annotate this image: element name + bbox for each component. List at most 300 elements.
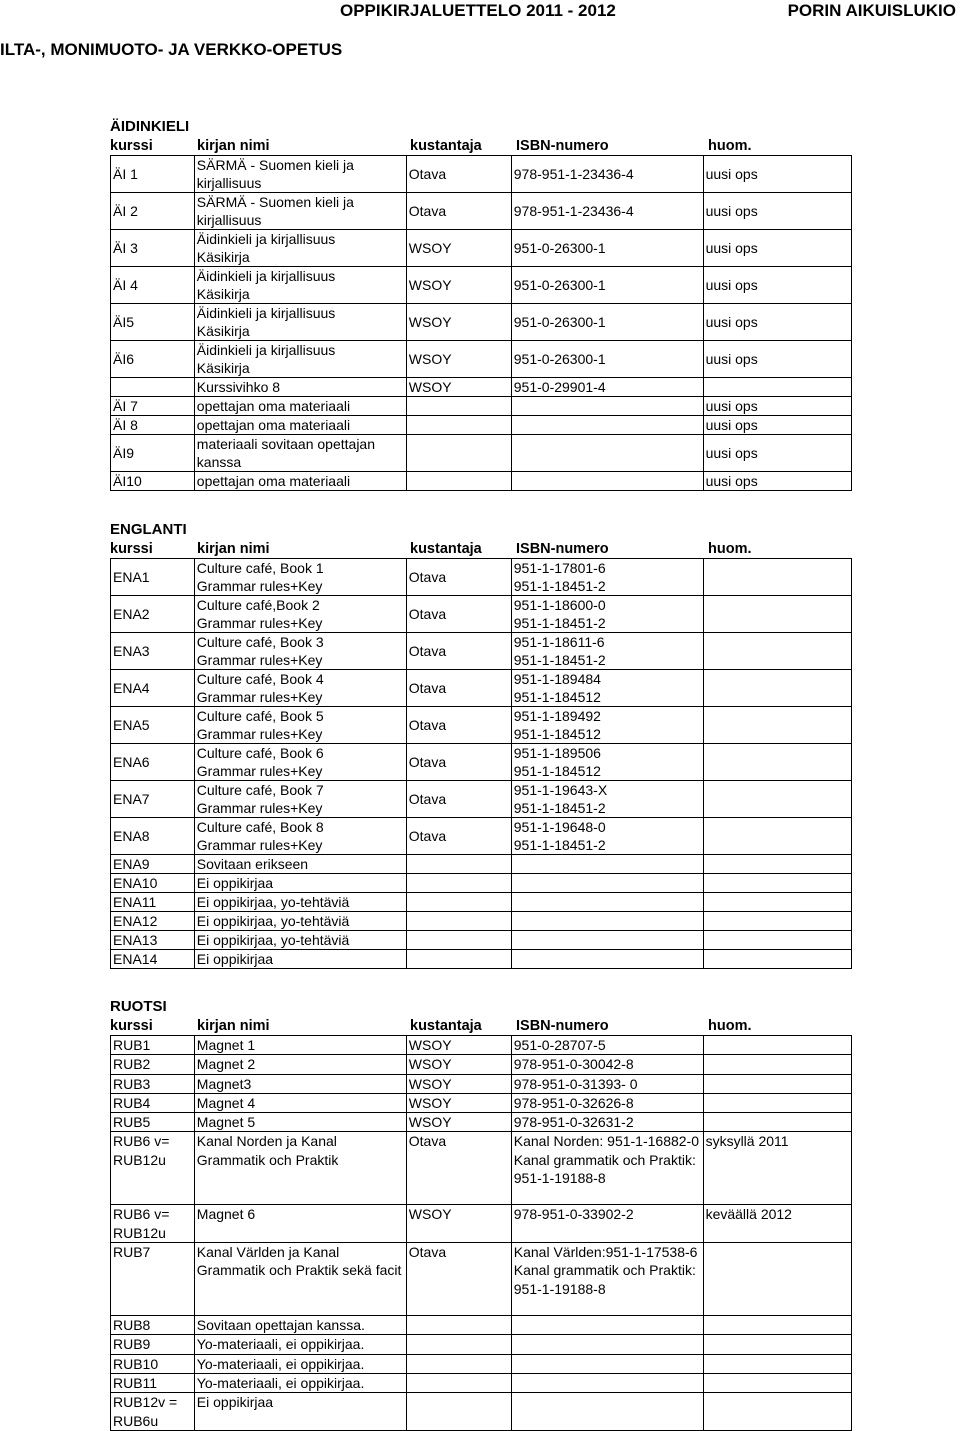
table-row xyxy=(111,950,852,969)
cell-isbn xyxy=(511,744,703,781)
cell-isbn xyxy=(511,893,703,912)
cell-publisher xyxy=(406,781,511,818)
cell-book xyxy=(194,1335,406,1354)
book-name: Grammar rules+Key xyxy=(196,763,323,779)
cell-course xyxy=(111,931,195,950)
book-name: Käsikirja xyxy=(196,249,250,265)
cell-note xyxy=(703,1393,851,1431)
note-text: uusi ops xyxy=(705,417,758,433)
cell-note xyxy=(703,1132,851,1205)
note-text: uusi ops xyxy=(705,203,758,219)
publisher-name: Otava xyxy=(408,1133,447,1150)
table-row xyxy=(111,874,852,893)
cell-isbn xyxy=(511,156,703,193)
isbn-number: 978-951-1-23436-4 xyxy=(513,166,634,182)
course-code: ENA1 xyxy=(113,569,150,585)
book-name: Käsikirja xyxy=(196,323,250,339)
table-row xyxy=(111,1243,852,1316)
table-row xyxy=(111,1132,852,1205)
cell-publisher xyxy=(406,744,511,781)
cell-course xyxy=(111,670,195,707)
publisher-name: WSOY xyxy=(408,379,452,395)
cell-isbn xyxy=(511,193,703,230)
cell-course xyxy=(111,472,195,491)
column-header-row xyxy=(110,540,852,558)
isbn-number: 951-0-26300-1 xyxy=(513,351,606,367)
book-table xyxy=(110,558,852,969)
cell-book xyxy=(194,931,406,950)
isbn-number: 951-1-18451-2 xyxy=(513,615,606,631)
course-code: ÄI 1 xyxy=(113,166,138,182)
course-code: RUB6 v= RUB12u xyxy=(113,1206,170,1241)
course-code: RUB6 v= RUB12u xyxy=(113,1133,170,1168)
cell-book xyxy=(194,1243,406,1316)
cell-course xyxy=(111,1074,195,1093)
isbn-number: 951-1-184512 xyxy=(513,763,601,779)
publisher-name: WSOY xyxy=(408,351,452,367)
isbn-number: 978-951-1-23436-4 xyxy=(513,203,634,219)
cell-course xyxy=(111,435,195,472)
cell-publisher xyxy=(406,707,511,744)
table-row xyxy=(111,1335,852,1354)
column-header-publisher: kustantaja xyxy=(410,138,482,154)
note-text: uusi ops xyxy=(705,445,758,461)
course-code: ÄI9 xyxy=(113,445,135,461)
cell-course xyxy=(111,1243,195,1316)
cell-isbn xyxy=(511,707,703,744)
note-text: uusi ops xyxy=(705,351,758,367)
book-name: Magnet 5 xyxy=(196,1114,256,1131)
cell-note xyxy=(703,855,851,874)
cell-isbn xyxy=(511,472,703,491)
course-code: RUB12v = RUB6u xyxy=(113,1394,178,1429)
cell-note xyxy=(703,707,851,744)
isbn-number: 951-1-17801-6 xyxy=(513,560,606,576)
cell-publisher xyxy=(406,1316,511,1335)
isbn-number: 951-1-18600-0 xyxy=(513,597,606,613)
cell-course xyxy=(111,781,195,818)
cell-note xyxy=(703,156,851,193)
isbn-number: 951-1-189492 xyxy=(513,708,601,724)
cell-isbn xyxy=(511,1335,703,1354)
book-name: Culture café,Book 2 xyxy=(196,597,320,613)
section-title: RUOTSI xyxy=(110,998,167,1015)
isbn-number: 951-0-26300-1 xyxy=(513,314,606,330)
cell-isbn xyxy=(511,559,703,596)
course-code: ÄI 3 xyxy=(113,240,138,256)
table-row xyxy=(111,670,852,707)
course-code: ÄI6 xyxy=(113,351,135,367)
cell-book xyxy=(194,156,406,193)
cell-publisher xyxy=(406,855,511,874)
book-name: Grammar rules+Key xyxy=(196,726,323,742)
cell-course xyxy=(111,1316,195,1335)
course-code: ÄI 7 xyxy=(113,398,138,414)
publisher-name: WSOY xyxy=(408,1114,452,1131)
note-text: uusi ops xyxy=(705,166,758,182)
isbn-number: 951-1-19643-X xyxy=(513,782,608,798)
cell-publisher xyxy=(406,912,511,931)
cell-note xyxy=(703,912,851,931)
cell-course xyxy=(111,1055,195,1074)
course-code: ENA10 xyxy=(113,875,158,891)
table-row xyxy=(111,912,852,931)
table-row xyxy=(111,193,852,230)
cell-isbn xyxy=(511,397,703,416)
cell-note xyxy=(703,1335,851,1354)
cell-publisher xyxy=(406,1373,511,1392)
cell-book xyxy=(194,633,406,670)
cell-isbn xyxy=(511,435,703,472)
table-row xyxy=(111,1373,852,1392)
cell-publisher xyxy=(406,670,511,707)
cell-publisher xyxy=(406,931,511,950)
section-englanti xyxy=(110,520,852,969)
cell-note xyxy=(703,596,851,633)
course-code: ÄI 2 xyxy=(113,203,138,219)
cell-course xyxy=(111,912,195,931)
table-row xyxy=(111,707,852,744)
cell-note xyxy=(703,397,851,416)
note-text: uusi ops xyxy=(705,398,758,414)
cell-isbn xyxy=(511,1132,703,1205)
cell-isbn xyxy=(511,230,703,267)
cell-note xyxy=(703,670,851,707)
note-text: syksyllä 2011 xyxy=(705,1133,789,1150)
cell-course xyxy=(111,950,195,969)
isbn-number: 951-0-28707-5 xyxy=(513,1037,606,1053)
note-text: uusi ops xyxy=(705,277,758,293)
cell-publisher xyxy=(406,1093,511,1112)
cell-book xyxy=(194,950,406,969)
cell-course xyxy=(111,855,195,874)
isbn-number: 978-951-0-31393- 0 xyxy=(513,1075,638,1092)
column-header-note: huom. xyxy=(708,541,752,557)
cell-note xyxy=(703,874,851,893)
note-text: uusi ops xyxy=(705,314,758,330)
section-title: ENGLANTI xyxy=(110,521,187,538)
cell-book xyxy=(194,341,406,378)
cell-course xyxy=(111,744,195,781)
book-name: kanssa xyxy=(196,454,242,470)
cell-book xyxy=(194,1393,406,1431)
cell-note xyxy=(703,416,851,435)
cell-publisher xyxy=(406,1036,511,1055)
isbn-number: Kanal Världen:951-1-17538-6 Kanal grammatik och Praktik: 951-1-19188-8 xyxy=(513,1244,698,1297)
cell-note xyxy=(703,1036,851,1055)
cell-course xyxy=(111,304,195,341)
course-code: RUB8 xyxy=(113,1317,151,1334)
cell-note xyxy=(703,304,851,341)
organization-name: PORIN AIKUISLUKIO xyxy=(787,1,956,20)
isbn-number: Kanal Norden: 951-1-16882-0 Kanal grammatik och Praktik: 951-1-19188-8 xyxy=(513,1133,700,1187)
cell-course xyxy=(111,416,195,435)
cell-course xyxy=(111,1354,195,1373)
isbn-number: 978-951-0-32631-2 xyxy=(513,1114,634,1131)
book-name: Kanal Norden ja Kanal Grammatik och Praktik xyxy=(196,1133,339,1168)
course-code: RUB3 xyxy=(113,1075,151,1092)
table-row xyxy=(111,1036,852,1055)
publisher-name: WSOY xyxy=(408,314,452,330)
document-subtitle: ILTA-, MONIMUOTO- JA VERKKO-OPETUS xyxy=(0,40,343,59)
book-name: SÄRMÄ - Suomen kieli ja xyxy=(196,157,354,173)
book-name: materiaali sovitaan opettajan xyxy=(196,436,376,452)
cell-isbn xyxy=(511,1036,703,1055)
note-text: uusi ops xyxy=(705,473,758,489)
cell-isbn xyxy=(511,1055,703,1074)
book-name: Ei oppikirjaa xyxy=(196,951,274,967)
isbn-number: 951-1-19648-0 xyxy=(513,819,606,835)
isbn-number: 951-1-189506 xyxy=(513,745,601,761)
book-name: Äidinkieli ja kirjallisuus xyxy=(196,342,336,358)
book-name: Ei oppikirjaa, yo-tehtäviä xyxy=(196,913,350,929)
cell-book xyxy=(194,472,406,491)
table-row xyxy=(111,1093,852,1112)
book-name: Magnet 2 xyxy=(196,1056,256,1073)
publisher-name: WSOY xyxy=(408,277,452,293)
cell-publisher xyxy=(406,397,511,416)
cell-note xyxy=(703,950,851,969)
cell-isbn xyxy=(511,1113,703,1132)
cell-book xyxy=(194,874,406,893)
course-code: ENA9 xyxy=(113,856,150,872)
cell-isbn xyxy=(511,378,703,397)
book-name: Magnet 4 xyxy=(196,1094,256,1111)
publisher-name: Otava xyxy=(408,166,447,182)
book-name: Grammar rules+Key xyxy=(196,615,323,631)
publisher-name: Otava xyxy=(408,717,447,733)
cell-note xyxy=(703,341,851,378)
cell-book xyxy=(194,707,406,744)
book-name: Yo-materiaali, ei oppikirjaa. xyxy=(196,1355,365,1372)
table-row xyxy=(111,267,852,304)
table-row xyxy=(111,633,852,670)
cell-isbn xyxy=(511,267,703,304)
cell-isbn xyxy=(511,781,703,818)
table-row xyxy=(111,1055,852,1074)
cell-course xyxy=(111,874,195,893)
course-code: ENA3 xyxy=(113,643,150,659)
cell-publisher xyxy=(406,416,511,435)
book-name: Grammar rules+Key xyxy=(196,800,323,816)
cell-book xyxy=(194,1113,406,1132)
publisher-name: Otava xyxy=(408,606,447,622)
cell-book xyxy=(194,397,406,416)
column-header-course: kurssi xyxy=(110,541,153,557)
cell-course xyxy=(111,559,195,596)
table-row xyxy=(111,744,852,781)
cell-isbn xyxy=(511,1354,703,1373)
cell-course xyxy=(111,893,195,912)
cell-note xyxy=(703,893,851,912)
cell-book xyxy=(194,855,406,874)
cell-course xyxy=(111,1036,195,1055)
cell-publisher xyxy=(406,633,511,670)
course-code: ENA2 xyxy=(113,606,150,622)
cell-publisher xyxy=(406,472,511,491)
document-title: OPPIKIRJALUETTELO 2011 - 2012 xyxy=(340,1,616,20)
course-code: RUB9 xyxy=(113,1336,151,1353)
cell-note xyxy=(703,193,851,230)
isbn-number: 951-1-18611-6 xyxy=(513,634,605,650)
course-code: RUB4 xyxy=(113,1094,151,1111)
table-row xyxy=(111,781,852,818)
isbn-number: 951-0-29901-4 xyxy=(513,379,606,395)
cell-publisher xyxy=(406,1132,511,1205)
cell-isbn xyxy=(511,1393,703,1431)
cell-note xyxy=(703,931,851,950)
cell-publisher xyxy=(406,435,511,472)
cell-note xyxy=(703,1055,851,1074)
cell-book xyxy=(194,1316,406,1335)
isbn-number: 951-1-18451-2 xyxy=(513,800,606,816)
cell-book xyxy=(194,304,406,341)
cell-book xyxy=(194,670,406,707)
publisher-name: Otava xyxy=(408,1244,447,1261)
course-code: RUB7 xyxy=(113,1244,151,1261)
cell-publisher xyxy=(406,193,511,230)
book-name: Äidinkieli ja kirjallisuus xyxy=(196,305,336,321)
cell-note xyxy=(703,559,851,596)
book-name: kirjallisuus xyxy=(196,212,262,228)
cell-isbn xyxy=(511,874,703,893)
course-code: RUB10 xyxy=(113,1355,159,1372)
course-code: ENA11 xyxy=(113,894,157,910)
cell-course xyxy=(111,397,195,416)
cell-publisher xyxy=(406,1205,511,1243)
cell-isbn xyxy=(511,1243,703,1316)
course-code: RUB5 xyxy=(113,1114,151,1131)
course-code: RUB2 xyxy=(113,1056,151,1073)
course-code: ENA14 xyxy=(113,951,158,967)
cell-publisher xyxy=(406,1055,511,1074)
isbn-number: 951-0-26300-1 xyxy=(513,240,606,256)
cell-course xyxy=(111,378,195,397)
table-row xyxy=(111,378,852,397)
table-row xyxy=(111,1393,852,1431)
cell-publisher xyxy=(406,1243,511,1316)
column-header-isbn: ISBN-numero xyxy=(516,138,609,154)
publisher-name: Otava xyxy=(408,569,447,585)
book-name: Culture café, Book 4 xyxy=(196,671,324,687)
course-code: ÄI10 xyxy=(113,473,142,489)
course-code: ENA8 xyxy=(113,828,150,844)
publisher-name: Otava xyxy=(408,680,447,696)
book-name: Äidinkieli ja kirjallisuus xyxy=(196,231,336,247)
cell-isbn xyxy=(511,950,703,969)
column-header-publisher: kustantaja xyxy=(410,541,482,557)
table-row xyxy=(111,931,852,950)
cell-isbn xyxy=(511,855,703,874)
course-code: ÄI 8 xyxy=(113,417,138,433)
book-name: Käsikirja xyxy=(196,286,250,302)
publisher-name: Otava xyxy=(408,754,447,770)
cell-publisher xyxy=(406,267,511,304)
cell-isbn xyxy=(511,1373,703,1392)
course-code: RUB1 xyxy=(113,1037,151,1053)
cell-book xyxy=(194,378,406,397)
book-name: Magnet3 xyxy=(196,1075,252,1092)
table-row xyxy=(111,1316,852,1335)
cell-isbn xyxy=(511,596,703,633)
cell-note xyxy=(703,230,851,267)
column-header-note: huom. xyxy=(708,138,752,154)
isbn-number: 951-1-18451-2 xyxy=(513,578,606,594)
book-table xyxy=(110,1035,852,1431)
book-name: opettajan oma materiaali xyxy=(196,398,351,414)
cell-note xyxy=(703,472,851,491)
cell-book xyxy=(194,559,406,596)
table-row xyxy=(111,1113,852,1132)
section-ruotsi xyxy=(110,997,852,1431)
cell-course xyxy=(111,193,195,230)
book-name: Käsikirja xyxy=(196,360,250,376)
cell-note xyxy=(703,1316,851,1335)
cell-book xyxy=(194,596,406,633)
cell-isbn xyxy=(511,912,703,931)
cell-course xyxy=(111,267,195,304)
column-header-note: huom. xyxy=(708,1018,752,1034)
course-code: ÄI 4 xyxy=(113,277,138,293)
book-name: SÄRMÄ - Suomen kieli ja xyxy=(196,194,354,210)
cell-publisher xyxy=(406,559,511,596)
cell-publisher xyxy=(406,230,511,267)
cell-course xyxy=(111,156,195,193)
book-name: Kurssivihko 8 xyxy=(196,379,281,395)
column-header-row xyxy=(110,137,852,155)
cell-publisher xyxy=(406,378,511,397)
cell-publisher xyxy=(406,341,511,378)
cell-isbn xyxy=(511,416,703,435)
column-header-course: kurssi xyxy=(110,138,153,154)
cell-book xyxy=(194,1132,406,1205)
book-name: Culture café, Book 6 xyxy=(196,745,324,761)
cell-note xyxy=(703,1205,851,1243)
cell-course xyxy=(111,1093,195,1112)
publisher-name: WSOY xyxy=(408,240,452,256)
book-name: Culture café, Book 3 xyxy=(196,634,324,650)
cell-course xyxy=(111,596,195,633)
cell-book xyxy=(194,818,406,855)
book-name: Magnet 6 xyxy=(196,1206,256,1223)
cell-book xyxy=(194,1354,406,1373)
cell-course xyxy=(111,1205,195,1243)
cell-isbn xyxy=(511,1316,703,1335)
course-code: ENA13 xyxy=(113,932,158,948)
table-row xyxy=(111,1354,852,1373)
cell-course xyxy=(111,707,195,744)
cell-book xyxy=(194,1036,406,1055)
book-name: Culture café, Book 5 xyxy=(196,708,324,724)
book-name: Sovitaan opettajan kanssa. xyxy=(196,1317,365,1334)
book-name: Culture café, Book 7 xyxy=(196,782,324,798)
table-row xyxy=(111,818,852,855)
publisher-name: Otava xyxy=(408,828,447,844)
book-name: opettajan oma materiaali xyxy=(196,473,351,489)
publisher-name: Otava xyxy=(408,791,447,807)
cell-isbn xyxy=(511,818,703,855)
book-name: Grammar rules+Key xyxy=(196,578,323,594)
publisher-name: WSOY xyxy=(408,1094,452,1111)
table-row xyxy=(111,559,852,596)
cell-isbn xyxy=(511,931,703,950)
publisher-name: WSOY xyxy=(408,1206,452,1223)
cell-book xyxy=(194,1205,406,1243)
cell-isbn xyxy=(511,1205,703,1243)
book-name: kirjallisuus xyxy=(196,175,262,191)
section-aidinkieli xyxy=(110,117,852,491)
isbn-number: 951-1-18451-2 xyxy=(513,837,606,853)
